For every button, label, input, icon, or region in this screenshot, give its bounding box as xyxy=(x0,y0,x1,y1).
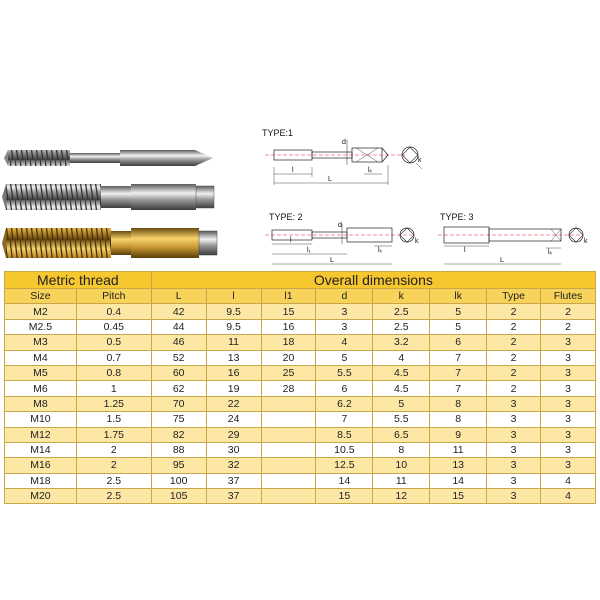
table-cell xyxy=(261,442,316,457)
col-header-flutes: Flutes xyxy=(541,289,596,304)
table-cell: 2.5 xyxy=(373,319,430,334)
table-cell: 70 xyxy=(151,396,206,411)
table-cell: 13 xyxy=(430,458,487,473)
table-cell: 7 xyxy=(316,412,373,427)
table-cell xyxy=(261,458,316,473)
table-cell: 3 xyxy=(487,396,541,411)
type3-dim-L: L xyxy=(500,257,504,264)
table-cell: 3 xyxy=(541,458,596,473)
overall-dimensions-header: Overall dimensions xyxy=(151,272,595,289)
table-cell: 6.2 xyxy=(316,396,373,411)
tap-photo-gold xyxy=(2,228,217,258)
table-cell: 2 xyxy=(487,365,541,380)
table-row xyxy=(5,304,596,319)
table-cell: M2.5 xyxy=(5,319,77,334)
table-cell: 9 xyxy=(430,427,487,442)
table-cell: 11 xyxy=(373,473,430,488)
col-header-size: Size xyxy=(5,289,77,304)
type3-diagram xyxy=(436,210,596,270)
table-cell: 0.4 xyxy=(76,304,151,319)
col-header-k: k xyxy=(373,289,430,304)
table-cell: 25 xyxy=(261,365,316,380)
type2-dim-lk: lₖ xyxy=(378,247,383,254)
table-cell: 3 xyxy=(487,473,541,488)
table-cell: 4 xyxy=(373,350,430,365)
table-cell: M4 xyxy=(5,350,77,365)
type2-dim-l1: l₁ xyxy=(307,247,311,254)
type2-label: TYPE: 2 xyxy=(269,212,303,222)
table-row xyxy=(5,350,596,365)
table-cell: 15 xyxy=(430,489,487,504)
group-header-row xyxy=(5,272,596,289)
table-cell: 6 xyxy=(430,335,487,350)
table-cell: 3 xyxy=(487,412,541,427)
table-cell xyxy=(261,427,316,442)
col-header-pitch: Pitch xyxy=(76,289,151,304)
table-cell: 5.5 xyxy=(373,412,430,427)
tap-specification-table xyxy=(4,271,596,504)
table-cell: 5 xyxy=(316,350,373,365)
table-cell: 1 xyxy=(76,381,151,396)
type2-diagram xyxy=(262,210,427,270)
table-cell: 105 xyxy=(151,489,206,504)
metric-thread-header: Metric thread xyxy=(5,272,152,289)
type2-square-end-icon xyxy=(400,228,419,245)
table-cell: M5 xyxy=(5,365,77,380)
col-header-l: l xyxy=(206,289,261,304)
table-cell: 8 xyxy=(430,396,487,411)
table-cell: 16 xyxy=(261,319,316,334)
table-cell: 22 xyxy=(206,396,261,411)
table-cell: 3 xyxy=(541,427,596,442)
type1-square-end-icon xyxy=(402,147,422,169)
table-cell: 95 xyxy=(151,458,206,473)
table-cell: 11 xyxy=(206,335,261,350)
type1-label: TYPE:1 xyxy=(262,128,294,138)
table-cell: 10.5 xyxy=(316,442,373,457)
table-cell: M18 xyxy=(5,473,77,488)
table-cell: 3 xyxy=(316,319,373,334)
table-cell: 4.5 xyxy=(373,365,430,380)
table-cell: 3 xyxy=(541,396,596,411)
type3-dim-k: k xyxy=(584,238,588,245)
table-cell: 15 xyxy=(316,489,373,504)
table-cell: 88 xyxy=(151,442,206,457)
table-cell: 3 xyxy=(541,350,596,365)
table-cell: 2.5 xyxy=(76,473,151,488)
tap-images xyxy=(0,120,240,270)
table-cell: 14 xyxy=(430,473,487,488)
table-cell: 6.5 xyxy=(373,427,430,442)
table-row xyxy=(5,365,596,380)
table-cell: M20 xyxy=(5,489,77,504)
table-cell: 2 xyxy=(487,335,541,350)
table-cell xyxy=(261,412,316,427)
table-cell: 62 xyxy=(151,381,206,396)
col-header-L: L xyxy=(151,289,206,304)
type1-diagram xyxy=(260,125,430,195)
table-cell: 4 xyxy=(316,335,373,350)
table-cell: 37 xyxy=(206,489,261,504)
table-cell: 12 xyxy=(373,489,430,504)
table-cell: 2 xyxy=(487,381,541,396)
table-cell: 1.5 xyxy=(76,412,151,427)
table-cell: 3 xyxy=(541,412,596,427)
table-cell: 4 xyxy=(541,473,596,488)
table-cell: 24 xyxy=(206,412,261,427)
table-cell: 6 xyxy=(316,381,373,396)
table-cell: 2 xyxy=(76,458,151,473)
table-cell: 1.75 xyxy=(76,427,151,442)
table-cell: 5.5 xyxy=(316,365,373,380)
table-cell: 3 xyxy=(487,427,541,442)
table-cell: 2 xyxy=(541,304,596,319)
type3-label: TYPE: 3 xyxy=(440,212,474,222)
table-cell: 44 xyxy=(151,319,206,334)
col-header-l1: l1 xyxy=(261,289,316,304)
table-cell: 4 xyxy=(541,489,596,504)
type3-square-end-icon xyxy=(569,228,588,245)
table-cell: 3 xyxy=(541,365,596,380)
table-cell xyxy=(261,396,316,411)
table-cell: 37 xyxy=(206,473,261,488)
table-cell: 9.5 xyxy=(206,304,261,319)
table-cell: 60 xyxy=(151,365,206,380)
table-cell: 5 xyxy=(373,396,430,411)
table-cell: 0.7 xyxy=(76,350,151,365)
type1-dim-d: d xyxy=(342,139,346,146)
table-row xyxy=(5,381,596,396)
type1-dim-k: k xyxy=(418,157,422,164)
table-cell: 2 xyxy=(487,350,541,365)
table-row xyxy=(5,473,596,488)
table-cell: 10 xyxy=(373,458,430,473)
table-cell: 42 xyxy=(151,304,206,319)
table-cell: 2 xyxy=(487,304,541,319)
table-cell: 7 xyxy=(430,381,487,396)
table-cell: 4.5 xyxy=(373,381,430,396)
table-cell: 12.5 xyxy=(316,458,373,473)
table-cell: 100 xyxy=(151,473,206,488)
table-row xyxy=(5,412,596,427)
col-header-lk: lk xyxy=(430,289,487,304)
table-cell: 0.8 xyxy=(76,365,151,380)
table-cell: 8.5 xyxy=(316,427,373,442)
type2-dim-L: L xyxy=(330,257,334,264)
table-cell: 3 xyxy=(487,458,541,473)
table-cell: 2 xyxy=(541,319,596,334)
tap-photos xyxy=(0,120,240,270)
table-cell: M6 xyxy=(5,381,77,396)
table-cell: 3 xyxy=(487,489,541,504)
type1-dim-lk: lₖ xyxy=(368,167,373,174)
table-cell xyxy=(261,473,316,488)
table-cell: 18 xyxy=(261,335,316,350)
table-cell: M8 xyxy=(5,396,77,411)
col-header-type: Type xyxy=(487,289,541,304)
table-row xyxy=(5,489,596,504)
type1-dim-L: L xyxy=(328,176,332,183)
table-cell: 20 xyxy=(261,350,316,365)
table-cell: 2.5 xyxy=(76,489,151,504)
table-row xyxy=(5,319,596,334)
table-cell: 82 xyxy=(151,427,206,442)
table-cell: 3 xyxy=(487,442,541,457)
table-cell: M10 xyxy=(5,412,77,427)
table-cell: 0.45 xyxy=(76,319,151,334)
table-row xyxy=(5,335,596,350)
table-cell: 8 xyxy=(430,412,487,427)
table-cell: 3 xyxy=(541,442,596,457)
table-cell: 28 xyxy=(261,381,316,396)
table-cell: 9.5 xyxy=(206,319,261,334)
table-cell: 5 xyxy=(430,319,487,334)
table-row xyxy=(5,427,596,442)
table-cell: 30 xyxy=(206,442,261,457)
type2-dim-l: l xyxy=(290,237,292,244)
table-cell: 14 xyxy=(316,473,373,488)
table-cell: 2 xyxy=(487,319,541,334)
table-cell xyxy=(261,489,316,504)
tap-photo-small xyxy=(4,150,213,166)
table-cell: 32 xyxy=(206,458,261,473)
type2-dim-k: k xyxy=(415,238,419,245)
table-cell: 16 xyxy=(206,365,261,380)
table-cell: 52 xyxy=(151,350,206,365)
table-cell: 19 xyxy=(206,381,261,396)
table-cell: 1.25 xyxy=(76,396,151,411)
table-row xyxy=(5,442,596,457)
table-row xyxy=(5,396,596,411)
table-cell: 8 xyxy=(373,442,430,457)
table-cell: 5 xyxy=(430,304,487,319)
table-cell: 29 xyxy=(206,427,261,442)
type2-dim-d: d xyxy=(338,222,342,229)
col-header-d: d xyxy=(316,289,373,304)
table-cell: 3.2 xyxy=(373,335,430,350)
table-cell: 3 xyxy=(541,335,596,350)
table-cell: 11 xyxy=(430,442,487,457)
table-cell: 3 xyxy=(541,381,596,396)
table-cell: 2.5 xyxy=(373,304,430,319)
table-cell: 75 xyxy=(151,412,206,427)
column-header-row xyxy=(5,289,596,304)
table-cell: 3 xyxy=(316,304,373,319)
type3-dim-lk: lₖ xyxy=(548,249,553,256)
table-cell: 15 xyxy=(261,304,316,319)
table-cell: M16 xyxy=(5,458,77,473)
table-cell: 2 xyxy=(76,442,151,457)
table-cell: 7 xyxy=(430,365,487,380)
type3-dim-l: l xyxy=(464,247,466,254)
table-cell: M14 xyxy=(5,442,77,457)
table-cell: 13 xyxy=(206,350,261,365)
table-row xyxy=(5,458,596,473)
table-cell: 46 xyxy=(151,335,206,350)
table-cell: M12 xyxy=(5,427,77,442)
table-cell: 0.5 xyxy=(76,335,151,350)
table-cell: M3 xyxy=(5,335,77,350)
table-cell: M2 xyxy=(5,304,77,319)
type1-dim-l: l xyxy=(292,167,294,174)
table-cell: 7 xyxy=(430,350,487,365)
table-body xyxy=(5,304,596,504)
tap-photo-medium xyxy=(2,184,214,210)
